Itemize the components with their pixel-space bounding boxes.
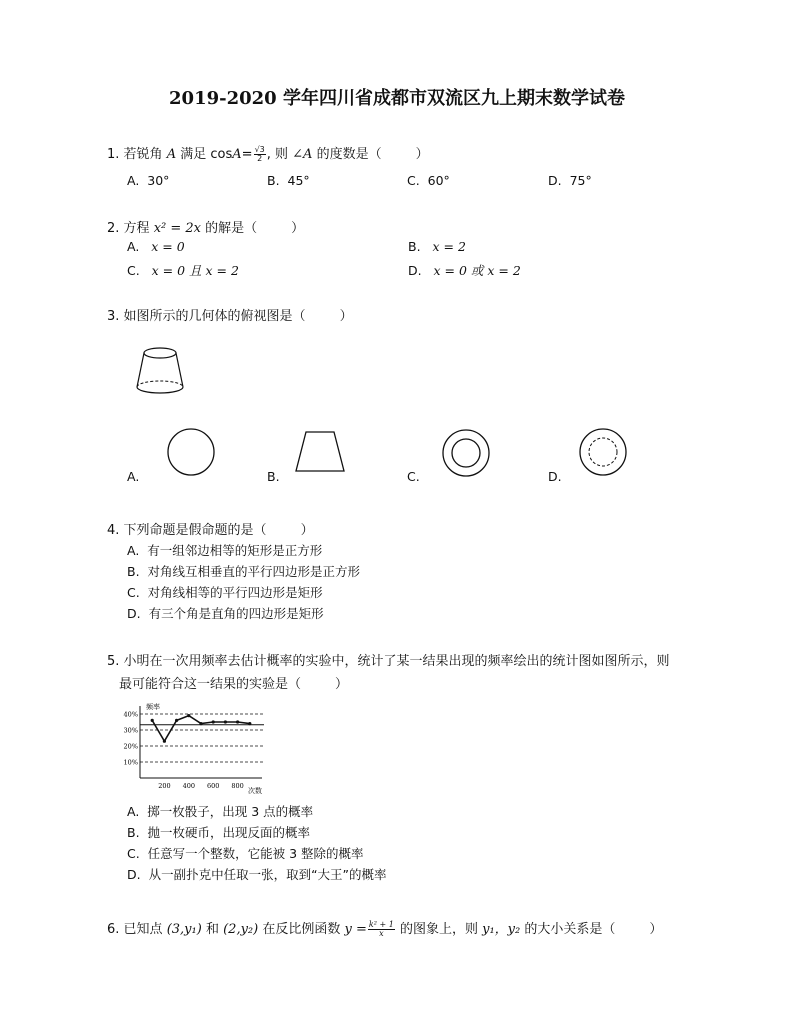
data-point <box>175 719 178 722</box>
q3-text: 如图所示的几何体的俯视图是（ <box>123 309 306 324</box>
question-1 <box>107 143 429 163</box>
q2-equation: x² = 2x <box>153 221 202 236</box>
q3-close: ） <box>339 309 353 324</box>
q5-close: ） <box>335 677 349 692</box>
question-3 <box>107 305 353 324</box>
x-tick-label: 200 <box>158 782 171 790</box>
option: A. 有一组邻边相等的矩形是正方形 <box>127 543 323 558</box>
option: C. x = 0 且 x = 2 <box>127 263 239 278</box>
option: B. 抛一枚硬币，出现反面的概率 <box>127 825 311 840</box>
option: A. 掷一枚骰子，出现 3 点的概率 <box>127 804 314 819</box>
chart-ylabel: 频率 <box>146 703 160 711</box>
q1-cos: cos <box>210 147 233 162</box>
data-point <box>224 720 227 723</box>
chart-xlabel: 次数 <box>248 787 262 795</box>
y-tick-label: 40% <box>123 710 138 719</box>
question-number: 3. <box>107 309 120 324</box>
q6-text: 已知点 <box>123 922 163 937</box>
data-point <box>163 740 166 743</box>
option: D. 75° <box>548 173 592 188</box>
q2-text: 方程 <box>123 221 150 236</box>
question-4 <box>107 519 314 538</box>
q1-close: ） <box>415 147 429 162</box>
x-tick-label: 400 <box>182 782 196 790</box>
q2-close: ） <box>291 221 305 236</box>
question-5-line2 <box>119 673 348 692</box>
question-number: 5. <box>107 654 120 669</box>
q1-text: 若锐角 <box>123 147 163 162</box>
q4-text: 下列命题是假命题的是（ <box>123 523 267 538</box>
data-point <box>236 720 239 723</box>
page-title: 2019-2020 学年四川省成都市双流区九上期末数学试卷 <box>169 88 625 109</box>
q1-angle: ∠A <box>292 147 313 162</box>
q6-point: (3,y₁) <box>166 922 202 937</box>
q6-close: ） <box>649 922 663 937</box>
option-b-label: B. <box>267 469 280 484</box>
question-number: 4. <box>107 523 120 538</box>
y-tick-label: 30% <box>123 726 138 735</box>
data-point <box>151 719 154 722</box>
frequency-chart <box>112 700 272 796</box>
q5-text: 最可能符合这一结果的实验是（ <box>119 677 302 692</box>
q6-function: y = <box>344 922 367 937</box>
q1-fraction: $\frac{√3}{2}$ <box>254 145 265 163</box>
q6-text: 和 <box>205 922 219 937</box>
option: D. 从一副扑克中任取一张，取到“大王”的概率 <box>127 867 387 882</box>
q1-text: 的度数是（ <box>316 147 382 162</box>
q6-text: 在反比例函数 <box>262 922 341 937</box>
question-number: 6. <box>107 922 120 937</box>
option-a-circle-figure <box>166 428 216 478</box>
option-b-trapezoid-figure <box>294 430 346 474</box>
frequency-series-line <box>152 716 250 742</box>
q1-text: 满足 <box>180 147 207 162</box>
option: D. 有三个角是直角的四边形是矩形 <box>127 606 324 621</box>
option: C. 对角线相等的平行四边形是矩形 <box>127 585 323 600</box>
q6-vars: y₁，y₂ <box>482 922 521 937</box>
q4-close: ） <box>300 523 314 538</box>
frustum-figure <box>130 340 190 400</box>
q2-text: 的解是（ <box>205 221 258 236</box>
x-tick-label: 800 <box>231 782 244 790</box>
option: C. 60° <box>407 173 450 188</box>
option: D. x = 0 或 x = 2 <box>408 263 521 278</box>
question-2 <box>107 217 304 236</box>
q1-var: A <box>166 147 177 162</box>
question-number: 1. <box>107 147 120 162</box>
option-d-dashed-circle-figure <box>578 428 628 478</box>
q1-eq: = <box>241 147 253 162</box>
option-c-concentric-circles-figure <box>441 429 491 479</box>
option: A. 30° <box>127 173 170 188</box>
option: B. 对角线互相垂直的平行四边形是正方形 <box>127 564 361 579</box>
option: C. 任意写一个整数，它能被 3 整除的概率 <box>127 846 364 861</box>
question-5 <box>107 650 670 669</box>
option-a-label: A. <box>127 469 140 484</box>
option-c-label: C. <box>407 469 420 484</box>
data-point <box>212 720 215 723</box>
question-6 <box>107 918 662 938</box>
question-number: 2. <box>107 221 120 236</box>
y-tick-label: 20% <box>123 742 138 751</box>
q6-text: 的大小关系是（ <box>524 922 616 937</box>
data-point <box>187 714 190 717</box>
q1-text: , 则 <box>266 147 289 162</box>
option: A. x = 0 <box>127 239 185 254</box>
y-tick-label: 10% <box>123 758 138 767</box>
q6-text: 的图象上，则 <box>399 922 478 937</box>
data-point <box>199 722 202 725</box>
q5-text: 小明在一次用频率去估计概率的实验中，统计了某一结果出现的频率绘出的统计图如图所示，则 <box>123 654 670 669</box>
option: B. x = 2 <box>408 239 466 254</box>
data-point <box>248 722 251 725</box>
x-tick-label: 600 <box>206 782 220 790</box>
q6-point: (2,y₂) <box>223 922 259 937</box>
option-d-label: D. <box>548 469 562 484</box>
q1-var: A <box>232 147 242 162</box>
option: B. 45° <box>267 173 310 188</box>
q6-fraction: $\frac{\text{k² + 1}}{x}$ <box>368 920 394 938</box>
